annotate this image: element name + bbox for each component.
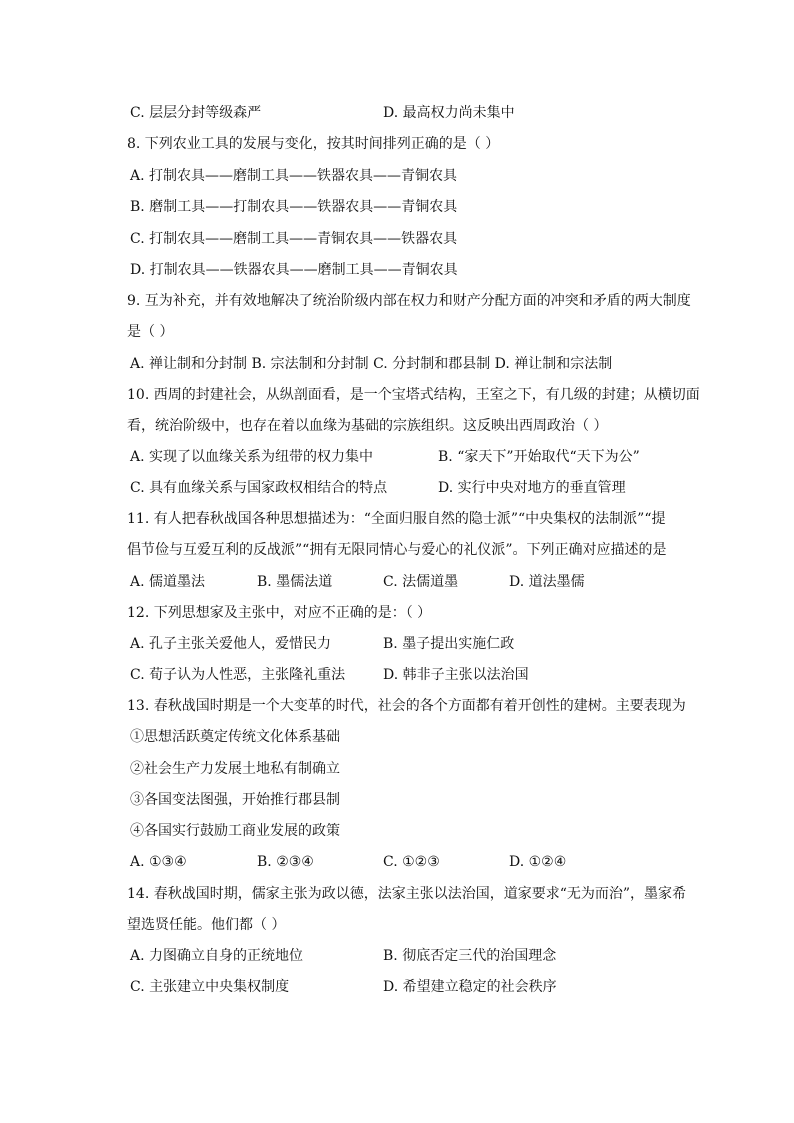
- q13-item-3: ③各国变法图强，开始推行郡县制: [130, 792, 340, 808]
- q11-stem-line-1: 11. 有人把春秋战国各种思想描述为：“全面归服自然的隐士派”“中央集权的法制派”“提: [127, 511, 666, 527]
- q14-stem-line-2: 望选贤任能。他们都（ ）: [127, 917, 286, 933]
- q9-stem-line-2: 是（ ）: [127, 324, 174, 340]
- q8-option-d: D. 打制农具——铁器农具——磨制工具——青铜农具: [130, 262, 458, 278]
- q10-option-d: D. 实行中央对地方的垂直管理: [438, 480, 626, 496]
- q13-stem: 13. 春秋战国时期是一个大变革的时代，社会的各个方面都有着开创性的建树。主要表现为: [127, 698, 686, 714]
- q8-stem: 8. 下列农业工具的发展与变化，按其时间排列正确的是（ ）: [127, 136, 500, 152]
- q10-option-a: A. 实现了以血缘关系为纽带的权力集中: [130, 449, 374, 465]
- q14-option-a: A. 力图确立自身的正统地位: [130, 948, 304, 964]
- q11-option-d: D. 道法墨儒: [509, 574, 585, 590]
- q10-option-b: B. “家天下”开始取代“天下为公”: [438, 449, 640, 465]
- q10-stem-line-1: 10. 西周的封建社会，从纵剖面看，是一个宝塔式结构，王室之下，有几级的封建；从横切面: [127, 387, 700, 403]
- q10-stem-line-2: 看，统治阶级中，也存在着以血缘为基础的宗族组织。这反映出西周政治（ ）: [127, 418, 608, 434]
- q13-item-4: ④各国实行鼓励工商业发展的政策: [130, 823, 340, 839]
- q7-option-c: C. 层层分封等级森严: [130, 105, 262, 121]
- q12-option-d: D. 韩非子主张以法治国: [383, 667, 529, 683]
- q8-option-c: C. 打制农具——磨制工具——青铜农具——铁器农具: [130, 231, 458, 247]
- q11-option-b: B. 墨儒法道: [257, 574, 333, 590]
- q12-option-c: C. 荀子认为人性恶，主张隆礼重法: [130, 667, 346, 683]
- q13-item-1: ①思想活跃奠定传统文化体系基础: [130, 729, 340, 745]
- q8-option-b: B. 磨制工具——打制农具——铁器农具——青铜农具: [130, 199, 458, 215]
- q12-option-b: B. 墨子提出实施仁政: [383, 636, 515, 652]
- q8-option-a: A. 打制农具——磨制工具——铁器农具——青铜农具: [130, 168, 458, 184]
- q10-option-c: C. 具有血缘关系与国家政权相结合的特点: [130, 480, 388, 496]
- q13-item-2: ②社会生产力发展土地私有制确立: [130, 761, 340, 777]
- q9-options: A. 禅让制和分封制 B. 宗法制和分封制 C. 分封制和郡县制 D. 禅让制和宗法制: [130, 356, 613, 372]
- q11-option-c: C. 法儒道墨: [383, 574, 459, 590]
- q14-stem-line-1: 14. 春秋战国时期，儒家主张为政以德，法家主张以法治国，道家要求“无为而治”，墨家希: [127, 886, 687, 902]
- q9-stem-line-1: 9. 互为补充，并有效地解决了统治阶级内部在权力和财产分配方面的冲突和矛盾的两大制度: [127, 293, 691, 309]
- q11-stem-line-2: 倡节俭与互爱互利的反战派”“拥有无限同情心与爱心的礼仪派”。下列正确对应描述的是: [127, 542, 667, 558]
- q12-option-a: A. 孔子主张关爱他人，爱惜民力: [130, 636, 332, 652]
- q14-option-c: C. 主张建立中央集权制度: [130, 979, 290, 995]
- q7-option-d: D. 最高权力尚未集中: [383, 105, 515, 121]
- q11-option-a: A. 儒道墨法: [130, 574, 206, 590]
- q13-option-b: B. ②③④: [257, 854, 314, 870]
- q13-option-a: A. ①③④: [130, 854, 187, 870]
- q14-option-b: B. 彻底否定三代的治国理念: [383, 948, 557, 964]
- q14-option-d: D. 希望建立稳定的社会秩序: [383, 979, 557, 995]
- q13-option-c: C. ①②③: [383, 854, 440, 870]
- q12-stem: 12. 下列思想家及主张中，对应不正确的是：（ ）: [127, 605, 432, 621]
- q13-option-d: D. ①②④: [509, 854, 567, 870]
